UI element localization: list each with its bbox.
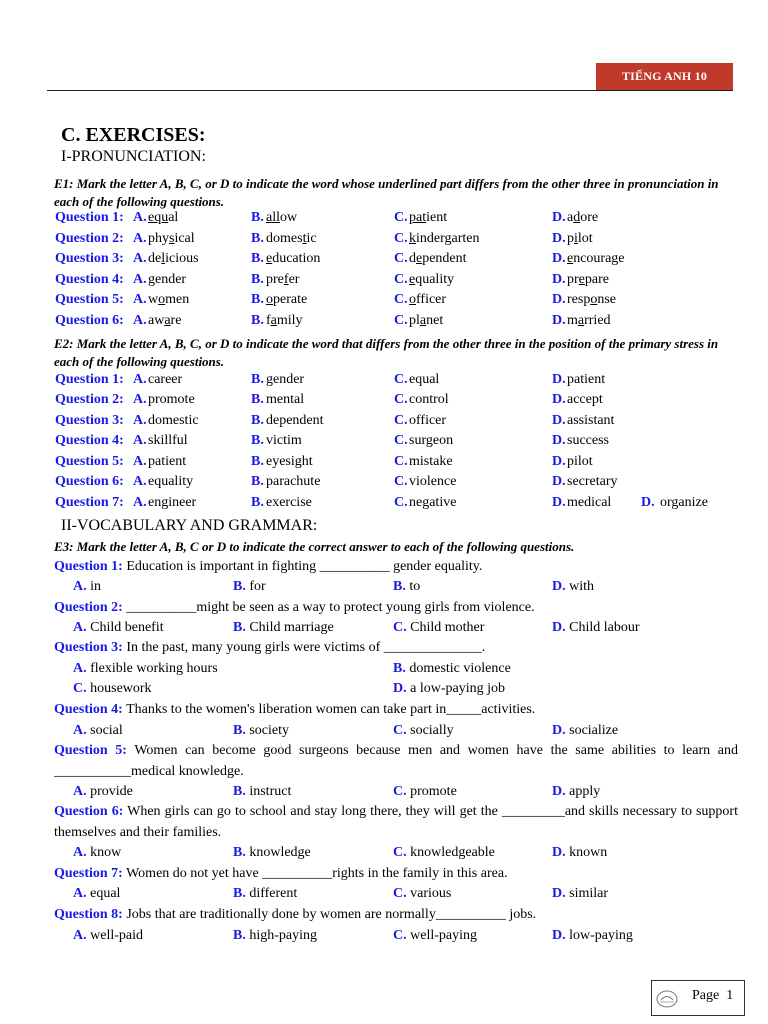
question-text: Jobs that are traditionally done by women are normally__________ jobs. — [122, 907, 537, 922]
option-d-word[interactable]: pilot — [567, 231, 593, 246]
option-d[interactable]: D. low-paying — [552, 928, 633, 943]
question-stem — [54, 905, 738, 926]
option-b-word[interactable]: exercise — [266, 495, 312, 510]
e1-question-row — [0, 208, 768, 228]
option-a-letter: A. — [133, 433, 147, 448]
option-a-word[interactable]: promote — [148, 392, 195, 407]
question-label: Question 1: — [54, 559, 123, 574]
option-a-word[interactable]: women — [148, 292, 190, 307]
question-label: Question 3: — [54, 640, 123, 655]
school-logo-icon — [656, 989, 678, 1009]
option-b-letter: B. — [251, 292, 264, 307]
option-c-word[interactable]: surgeon — [409, 433, 454, 448]
option-c-word[interactable]: planet — [409, 313, 444, 328]
option-d-word[interactable]: assistant — [567, 413, 615, 428]
question-stem — [54, 638, 738, 659]
option-a-letter: A. — [133, 272, 147, 287]
option-b[interactable]: B. Child marriage — [233, 620, 334, 635]
question-text: Women do not yet have __________rights in the family in this area. — [122, 866, 508, 881]
option-c-word[interactable]: equality — [409, 272, 455, 287]
option-a-letter: A. — [133, 413, 147, 428]
question-label: Question 4: — [55, 272, 124, 287]
option-d-letter: D. — [552, 474, 566, 489]
option-b-word[interactable]: eyesight — [266, 454, 313, 469]
option-d-word[interactable]: prepare — [567, 272, 609, 287]
option-a[interactable]: A. flexible working hours — [73, 661, 218, 676]
section-title: C. EXERCISES: — [61, 124, 206, 146]
option-b[interactable]: B. for — [233, 579, 266, 594]
option-b[interactable]: B. high-paying — [233, 928, 317, 943]
option-d-letter: D. — [552, 313, 566, 328]
option-extra-word[interactable]: organize — [660, 495, 708, 510]
e1-question-row — [0, 290, 768, 310]
question-label: Question 7: — [55, 495, 124, 510]
option-d-word[interactable]: encourage — [567, 251, 625, 266]
option-c-word[interactable]: violence — [409, 474, 457, 489]
option-a-letter: A. — [133, 474, 147, 489]
option-b-word[interactable]: gender — [266, 372, 305, 387]
option-d-word[interactable]: medical — [567, 495, 612, 510]
option-a-letter: A. — [133, 454, 147, 469]
option-c-letter: C. — [394, 313, 408, 328]
option-b-word[interactable]: mental — [266, 392, 305, 407]
option-a-word[interactable]: skillful — [148, 433, 188, 448]
option-a-letter: A. — [133, 392, 147, 407]
option-b-word[interactable]: parachute — [266, 474, 321, 489]
option-b-word[interactable]: domestic — [266, 231, 317, 246]
question-stem — [54, 598, 738, 619]
option-c-letter: C. — [394, 251, 408, 266]
question-label: Question 4: — [54, 702, 123, 717]
option-a[interactable]: A. equal — [73, 886, 121, 901]
option-a-word[interactable]: physical — [148, 231, 195, 246]
option-b-letter: B. — [251, 495, 264, 510]
option-b-letter: B. — [251, 392, 264, 407]
option-d-word[interactable]: response — [567, 292, 616, 307]
option-c-word[interactable]: equal — [409, 372, 440, 387]
option-b-word[interactable]: allow — [266, 210, 298, 225]
option-b-letter: B. — [251, 210, 264, 225]
option-d-word[interactable]: success — [567, 433, 609, 448]
option-d-word[interactable]: married — [567, 313, 611, 328]
option-d-letter: D. — [552, 495, 566, 510]
option-d[interactable]: D. with — [552, 579, 595, 594]
header-rule — [47, 90, 733, 91]
subject-badge: TIẾNG ANH 10 — [596, 63, 733, 90]
option-c-word[interactable]: patient — [409, 210, 448, 225]
option-a[interactable]: A. well-paid — [73, 928, 143, 943]
option-c-word[interactable]: control — [409, 392, 449, 407]
option-b-word[interactable]: education — [266, 251, 321, 266]
option-c-word[interactable]: mistake — [409, 454, 453, 469]
option-a-word[interactable]: career — [148, 372, 183, 387]
e2-instruction: E2: Mark the letter A, B, C, or D to indicate the word that differs from the other three in the position of the primary stress in each of the following questions. — [54, 336, 719, 369]
question-stem — [54, 700, 738, 721]
option-a[interactable]: A. know — [73, 845, 122, 860]
option-a-word[interactable]: gender — [148, 272, 187, 287]
option-d[interactable]: D. socialize — [552, 723, 619, 738]
option-d-letter: D. — [552, 292, 566, 307]
option-a[interactable]: A. in — [73, 579, 102, 594]
option-a-letter: A. — [133, 210, 147, 225]
option-c[interactable]: C. well-paying — [393, 928, 477, 943]
question-label: Question 6: — [55, 313, 124, 328]
question-label: Question 6: — [54, 804, 124, 819]
e2-question-row — [0, 493, 768, 513]
option-c-word[interactable]: officer — [409, 413, 447, 428]
option-c[interactable]: C. housework — [73, 681, 152, 696]
option-c-letter: C. — [394, 495, 408, 510]
question-label: Question 4: — [55, 433, 124, 448]
question-stem — [54, 802, 738, 843]
option-b-letter: B. — [251, 313, 264, 328]
e2-question-row — [0, 390, 768, 410]
option-a-word[interactable]: aware — [148, 313, 182, 328]
option-d-letter: D. — [552, 433, 566, 448]
option-d-letter: D. — [552, 413, 566, 428]
option-c-letter: C. — [394, 433, 408, 448]
option-b-letter: B. — [251, 372, 264, 387]
option-c-letter: C. — [394, 392, 408, 407]
option-c-letter: C. — [394, 372, 408, 387]
e1-question-row — [0, 249, 768, 269]
question-label: Question 1: — [55, 372, 124, 387]
option-b-letter: B. — [251, 231, 264, 246]
option-c-letter: C. — [394, 454, 408, 469]
option-a[interactable]: A. provide — [73, 784, 133, 799]
e2-question-row — [0, 452, 768, 472]
option-c[interactable]: C. socially — [393, 723, 454, 738]
option-c-letter: C. — [394, 210, 408, 225]
option-d-letter: D. — [552, 231, 566, 246]
question-label: Question 2: — [55, 231, 124, 246]
pronunciation-heading: I-PRONUNCIATION: — [61, 148, 206, 165]
option-a-letter: A. — [133, 313, 147, 328]
question-label: Question 5: — [55, 454, 124, 469]
option-d-letter: D. — [552, 251, 566, 266]
option-d-word[interactable]: adore — [567, 210, 599, 225]
option-c-letter: C. — [394, 292, 408, 307]
option-d-letter: D. — [552, 210, 566, 225]
question-text: In the past, many young girls were victims of ______________. — [122, 640, 486, 655]
option-c-letter: C. — [394, 272, 408, 287]
option-d-word[interactable]: pilot — [567, 454, 593, 469]
e3-instruction: E3: Mark the letter A, B, C or D to indicate the correct answer to each of the following questions. — [54, 539, 575, 554]
option-b-word[interactable]: victim — [266, 433, 302, 448]
option-b-letter: B. — [251, 272, 264, 287]
option-c-letter: C. — [394, 231, 408, 246]
option-b-letter: B. — [251, 251, 264, 266]
option-d-word[interactable]: secretary — [567, 474, 618, 489]
question-text: Women can become good surgeons because men and women have the same abilities to learn and ___________medical knowledge. — [54, 743, 738, 779]
e1-question-row — [0, 311, 768, 331]
option-c[interactable]: B. to — [393, 579, 421, 594]
page-number-box — [651, 980, 745, 1016]
e1-question-row — [0, 229, 768, 249]
option-d[interactable]: D. known — [552, 845, 608, 860]
e1-question-row — [0, 270, 768, 290]
option-extra-letter: D. — [641, 495, 655, 510]
question-text: __________might be seen as a way to protect young girls from violence. — [122, 600, 535, 615]
option-c-word[interactable]: negative — [409, 495, 457, 510]
option-c-letter: C. — [394, 474, 408, 489]
option-b-word[interactable]: family — [266, 313, 303, 328]
option-c-word[interactable]: kindergarten — [409, 231, 480, 246]
question-label: Question 1: — [55, 210, 124, 225]
option-b[interactable]: B. society — [233, 723, 289, 738]
option-a-letter: A. — [133, 231, 147, 246]
question-label: Question 6: — [55, 474, 124, 489]
question-text: When girls can go to school and stay long there, they will get the _________and skills necessary to support themselves and their families. — [54, 804, 738, 840]
option-a-letter: A. — [133, 495, 147, 510]
option-d[interactable]: D. a low-paying job — [393, 681, 505, 696]
option-a-word[interactable]: equality — [148, 474, 194, 489]
e2-question-row — [0, 431, 768, 451]
option-a-word[interactable]: delicious — [148, 251, 199, 266]
e2-question-row — [0, 370, 768, 390]
option-b-letter: B. — [251, 474, 264, 489]
option-a-letter: A. — [133, 292, 147, 307]
option-d-word[interactable]: patient — [567, 372, 606, 387]
e2-question-row — [0, 411, 768, 431]
option-b[interactable]: B. instruct — [233, 784, 292, 799]
option-c-word[interactable]: dependent — [409, 251, 467, 266]
question-stem — [54, 557, 738, 578]
question-stem — [54, 741, 738, 782]
option-a-word[interactable]: domestic — [148, 413, 199, 428]
option-b-word[interactable]: prefer — [266, 272, 300, 287]
option-d-letter: D. — [552, 372, 566, 387]
option-d-word[interactable]: accept — [567, 392, 603, 407]
question-stem — [54, 864, 738, 885]
option-a-word[interactable]: engineer — [148, 495, 197, 510]
question-label: Question 8: — [54, 907, 123, 922]
page-number: Page 1 — [692, 988, 734, 1003]
question-label: Question 3: — [55, 413, 124, 428]
option-b[interactable]: B. different — [233, 886, 298, 901]
option-d[interactable]: D. apply — [552, 784, 601, 799]
option-b-letter: B. — [251, 413, 264, 428]
option-b-letter: B. — [251, 454, 264, 469]
option-b-letter: B. — [251, 433, 264, 448]
question-label: Question 3: — [55, 251, 124, 266]
option-a[interactable]: A. social — [73, 723, 123, 738]
question-label: Question 2: — [54, 600, 123, 615]
e1-instruction: E1: Mark the letter A, B, C, or D to indicate the word whose underlined part differs from the other three in pronunciation in each of the following questions. — [54, 176, 719, 209]
question-text: Education is important in fighting __________ gender equality. — [122, 559, 483, 574]
question-label: Question 5: — [55, 292, 124, 307]
option-d-letter: D. — [552, 392, 566, 407]
option-c[interactable]: C. promote — [393, 784, 457, 799]
option-d-letter: D. — [552, 454, 566, 469]
question-label: Question 2: — [55, 392, 124, 407]
option-d-letter: D. — [552, 272, 566, 287]
option-c[interactable]: C. various — [393, 886, 452, 901]
question-label: Question 5: — [54, 743, 127, 758]
option-c[interactable]: C. knowledgeable — [393, 845, 495, 860]
option-a-letter: A. — [133, 251, 147, 266]
option-d[interactable]: D. Child labour — [552, 620, 640, 635]
option-b[interactable]: B. domestic violence — [393, 661, 511, 676]
option-c-letter: C. — [394, 413, 408, 428]
question-text: Thanks to the women's liberation women can take part in_____activities. — [122, 702, 536, 717]
e2-question-row — [0, 472, 768, 492]
option-b-word[interactable]: dependent — [266, 413, 324, 428]
option-a-word[interactable]: patient — [148, 454, 187, 469]
option-b-word[interactable]: operate — [266, 292, 308, 307]
option-a[interactable]: A. Child benefit — [73, 620, 164, 635]
option-a-word[interactable]: equal — [148, 210, 179, 225]
question-label: Question 7: — [54, 866, 123, 881]
option-c-word[interactable]: officer — [409, 292, 447, 307]
vocabulary-heading: II-VOCABULARY AND GRAMMAR: — [61, 517, 318, 534]
option-a-letter: A. — [133, 372, 147, 387]
option-b[interactable]: B. knowledge — [233, 845, 311, 860]
option-c[interactable]: C. Child mother — [393, 620, 485, 635]
option-d[interactable]: D. similar — [552, 886, 609, 901]
